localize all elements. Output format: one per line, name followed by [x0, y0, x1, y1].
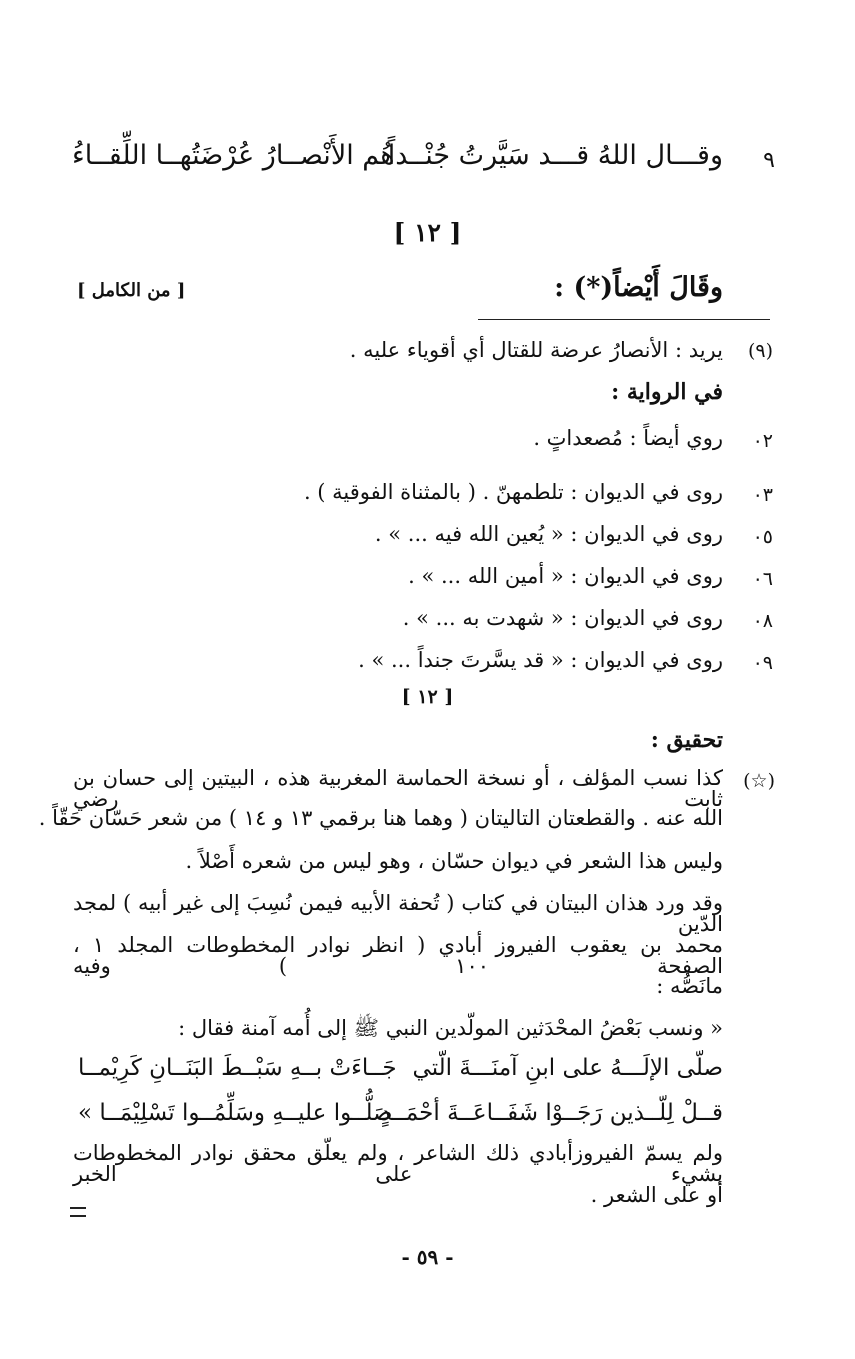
note-text: روى في الديوان : تلطمهنّ . ( بالمثناة الفوقية ) . [303, 480, 723, 504]
note-text: روى في الديوان : « أمين الله ... » . [408, 564, 723, 588]
note-text: روى في الديوان : « شهدت به ... » . [402, 606, 723, 630]
tahqiq-closing: ولم يسمّ الفيروزأبادي ذلك الشاعر ، ولم يعلّق محقق نوادر المخطوطات بشيء على الخبر [73, 1141, 723, 1186]
end-mark [70, 1207, 86, 1217]
tahqiq-line: مانَصُّه : [656, 974, 723, 998]
note-marker: ٠٨ [752, 610, 773, 632]
note-marker: (٩) [747, 340, 773, 362]
sub-heading: [ ١٢ ] [401, 686, 454, 708]
poem-hemistich: جَــاءَتْ بــهِ سَبْــطَ البَنَــانِ كَرِيْمــا [78, 1055, 397, 1081]
tahqiq-line: الله عنه . والقطعتان التاليتان ( وهما هنا برقمي ١٣ و ١٤ ) من شعر حَسّان حَقّاً . [38, 806, 723, 830]
tahqiq-closing: أو على الشعر . [590, 1183, 723, 1207]
section-heading: [ ١٢ ] [393, 218, 462, 247]
tahqiq-marker: (☆) [743, 770, 775, 792]
note-marker: ٠٢ [752, 430, 773, 452]
note-text: روى في الديوان : « يُعين الله فيه ... » . [374, 522, 723, 546]
note-text: يريد : الأنصارُ عرضة للقتال أي أقوياء عليه . [349, 338, 723, 362]
intro-text: وقَالَ أَيْضاً(*) : [554, 272, 723, 303]
note-subheading: في الرواية : [611, 379, 723, 405]
footnote-rule [478, 319, 770, 320]
tahqiq-line: وليس هذا الشعر في ديوان حسّان ، وهو ليس من شعره أَصْلاً . [185, 849, 723, 873]
meter-label: [ من الكامل ] [77, 280, 186, 301]
note-text: روي أيضاً : مُصعداتٍ . [533, 426, 723, 450]
tahqiq-line: وقد ورد هذان البيتان في كتاب ( تُحفة الأبيه فيمن نُسِبَ إلى غير أبيه ) لمجد الدّين [73, 891, 723, 936]
tahqiq-quote-intro: « ونسب بَعْضُ المحْدَثين المولّدين النبي ﷺ إلى أُمه آمنة فقال : [178, 1016, 723, 1040]
verse-number: ٩ [763, 148, 775, 173]
note-text: روى في الديوان : « قد يسَّرتَ جنداً ... » . [358, 648, 723, 672]
poem-hemistich: صَلُّــوا عليــهِ وسَلِّمُــوا تَسْلِيْمَــا » [78, 1100, 393, 1126]
verse-hemistich-2: هُم الأَنْصــارُ عُرْضَتُهــا اللِّقــاءُ [72, 140, 395, 171]
poem-hemistich: قــلْ لِلّــذين رَجَــوْا شَفَــاعَــةَ أحْمَــدٍ [380, 1100, 723, 1126]
note-marker: ٠٦ [752, 568, 773, 590]
tahqiq-title: تحقيق : [650, 727, 723, 753]
note-marker: ٠٥ [752, 526, 773, 548]
verse-hemistich-1: وقـــال اللهُ قـــد سَيَّرتُ جُنْــداً [387, 140, 723, 171]
tahqiq-line: محمد بن يعقوب الفيروز أبادي ( انظر نوادر المخطوطات المجلد ١ ، الصفحة ١٠٠ ) وفيه [73, 933, 723, 978]
tahqiq-line: كذا نسب المؤلف ، أو نسخة الحماسة المغربية هذه ، البيتين إلى حسان بن ثابت رضي [73, 766, 723, 811]
poem-hemistich: صلّى الإلَـــهُ على ابنِ آمنَـــةَ الّتي [412, 1055, 723, 1081]
page-number: - ٥٩ - [401, 1245, 454, 1269]
note-marker: ٠٣ [752, 484, 773, 506]
note-marker: ٠٩ [752, 652, 773, 674]
